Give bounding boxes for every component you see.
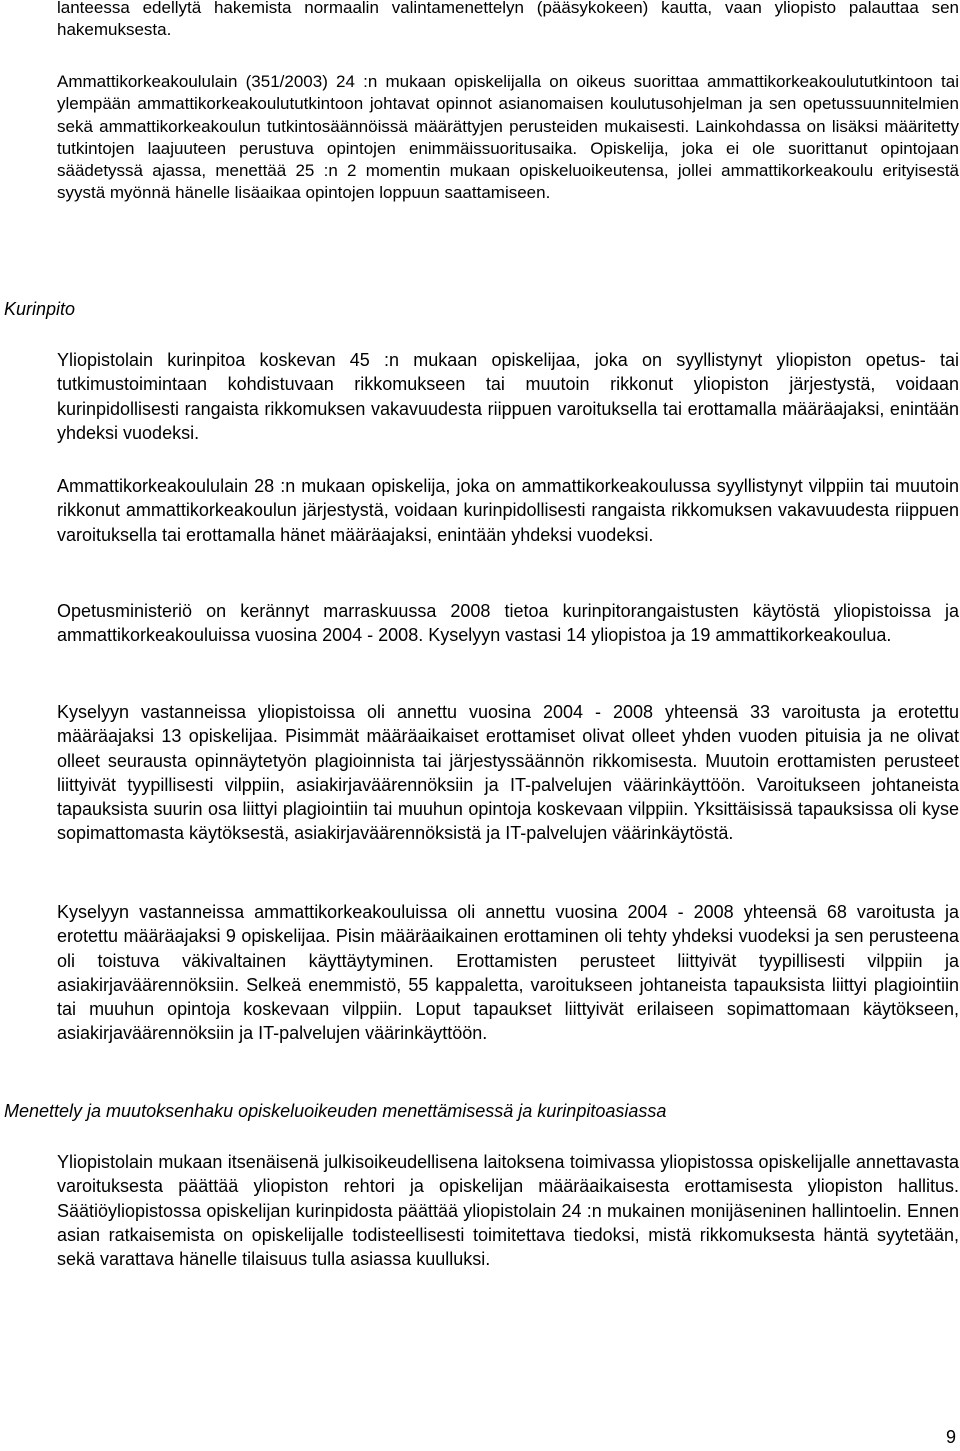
paragraph-yliopistot-tulokset: Kyselyyn vastanneissa yliopistoissa oli annettu vuosina 2004 - 2008 yhteensä 33 varoitusta ja erotettu määräajaksi 13 opiskelijaa. Pisimmät määräaikaiset erottamiset olivat olleet yhden vuoden pituisia ja ne olivat olleet seurausta opinnäytetyön plagioinnista tai järjestyssäännön rikkomisesta. Muutoin erottamisten perusteet liittyivät tyypillisesti vilppiin, asiakirjaväärennöksiin ja IT-palvelujen väärinkäyttöön. Varoitukseen johtaneista tapauksista suurin osa liittyi plagiointiin tai muuhun opintoja koskevaan vilppiin. Yksittäisissä tapauksissa oli kyse sopimattomasta käytöksestä, asiakirjaväärennöksistä ja IT-palvelujen väärinkäytöstä. xyxy=(57,702,959,844)
paragraph-menettely: Yliopistolain mukaan itsenäisenä julkisoikeudellisena laitoksena toimivassa yliopistossa opiskelijalle annettavasta varoituksesta päättää yliopiston rehtori ja opiskelijan määräaikaisesta erottamisesta yliopiston hallitus. Säätiöyliopistossa opiskelijan kurinpidosta päättää yliopistolain 24 :n mukainen monijäseninen hallintoelin. Ennen asian ratkaisemista on opiskelijalle todisteellisesti toimitettava tiedoksi, mistä rikkomuksesta häntä syytetään, sekä varattava hänelle tilaisuus tulla asiassa kuulluksi. xyxy=(57,1152,959,1270)
section-heading-menettely: Menettely ja muutoksenhaku opiskeluoikeuden menettämisessä ja kurinpitoasiassa xyxy=(4,1101,667,1121)
margin-heading-kurinpito: Kurinpito xyxy=(4,299,76,319)
paragraph-yliopistolaki-kurinpito: Yliopistolain kurinpitoa koskevan 45 :n mukaan opiskelijaa, joka on syyllistynyt yliopiston opetus- tai tutkimustoimintaan kohdistuvaan rikkomukseen tai muutoin rikkonut yliopiston järjestystä, voidaan kurinpidollisesti rangaista rikkomuksen vakavuudesta riippuen varoituksella tai erottamalla määräajaksi, enintään yhdeksi vuodeksi. xyxy=(57,350,959,443)
paragraph-amk-opinnot: Ammattikorkeakoululain (351/2003) 24 :n mukaan opiskelijalla on oikeus suorittaa ammattikorkeakoulututkintoon tai ylempään ammattikorkeakoulututkintoon johtavat opinnot asianomaisen koulutusohjelman ja sen opetussuunnitelmien sekä ammattikorkeakoulun tutkintosäännöissä määrättyjen perusteiden mukaisesti. Lainkohdassa on lisäksi määritetty tutkintojen laajuuteen perustuva opintojen enimmäissuoritusaika. Opiskelija, joka ei ole suorittanut opintojaan säädetyssä ajassa, menettää 25 :n 2 momentin mukaan opiskeluoikeutensa, jollei ammattikorkeakoulu erityisestä syystä myönnä hänelle lisäaikaa opintojen loppuun saattamiseen. xyxy=(57,72,959,203)
paragraph-amk-kurinpito: Ammattikorkeakoululain 28 :n mukaan opiskelija, joka on ammattikorkeakoulussa syyllistynyt vilppiin tai muutoin rikkonut ammattikorkeakoulun järjestystä, voidaan kurinpidollisesti rangaista rikkomuksen vakavuudesta riippuen varoituksella tai erottamalla hänet määräajaksi, enintään yhdeksi vuodeksi. xyxy=(57,476,959,545)
paragraph-amk-tulokset: Kyselyyn vastanneissa ammattikorkeakouluissa oli annettu vuosina 2004 - 2008 yhteensä 68 varoitusta ja erotettu määräajaksi 9 opiskelijaa. Pisin määräaikainen erottaminen oli tehty yhdeksi vuodeksi ja sen perusteena oli toistuva väkivaltainen käyttäytyminen. Erottamisten perusteet liittyivät tyypillisesti vilppiin ja asiakirjaväärennöksiin. Selkeä enemmistö, 55 kappaletta, varoitukseen johtaneista tapauksista liittyi plagiointiin tai muuhun opintoja koskevaan vilppiin. Loput tapaukset liittyivät erilaiseen sopimattomaan käytökseen, asiakirjaväärennöksiin ja IT-palvelujen väärinkäyttöön. xyxy=(57,902,959,1044)
paragraph-kysely: Opetusministeriö on kerännyt marraskuussa 2008 tietoa kurinpitorangaistusten käytöstä yliopistoissa ja ammattikorkeakouluissa vuosina 2004 - 2008. Kyselyyn vastasi 14 yliopistoa ja 19 ammattikorkeakoulua. xyxy=(57,601,959,646)
paragraph-continuation: lanteessa edellytä hakemista normaalin valintamenettelyn (pääsykokeen) kautta, vaan yliopisto palauttaa sen hakemuksesta. xyxy=(57,0,959,40)
page-number: 9 xyxy=(945,1427,956,1447)
